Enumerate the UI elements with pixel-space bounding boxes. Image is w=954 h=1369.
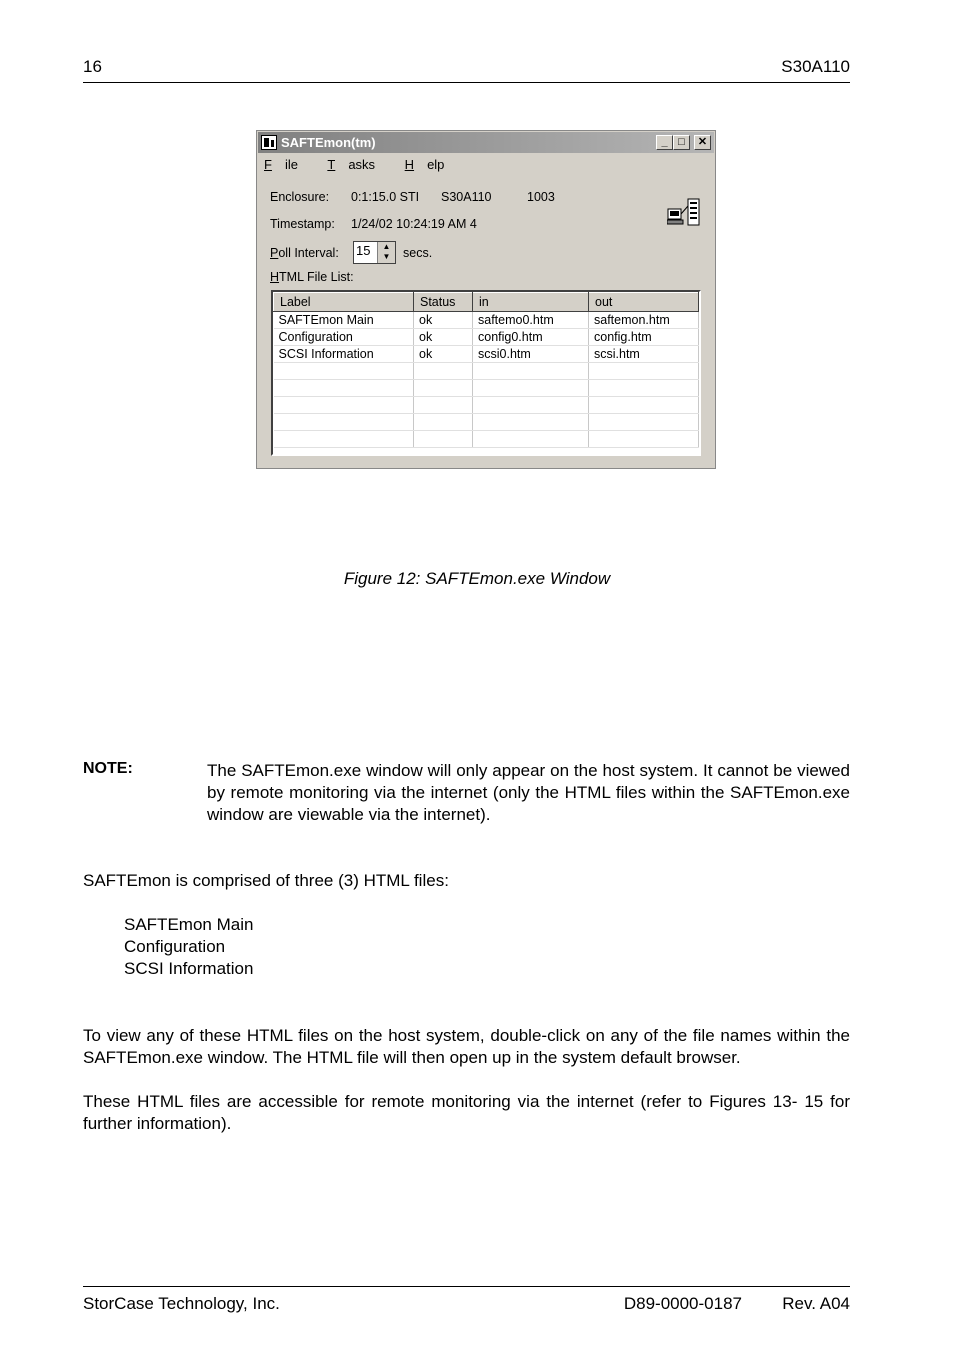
table-cell xyxy=(274,397,414,414)
timestamp-value: 1/24/02 10:24:19 AM 4 xyxy=(351,217,477,231)
table-row[interactable] xyxy=(274,329,699,346)
table-cell xyxy=(274,363,414,380)
window-title: SAFTEmon(tm) xyxy=(281,135,376,150)
footer-rule xyxy=(83,1286,850,1287)
app-icon xyxy=(261,135,277,150)
table-cell: ok xyxy=(414,329,473,346)
poll-interval-value: 15 xyxy=(356,243,371,258)
header-rule xyxy=(83,82,850,83)
note-text: The SAFTEmon.exe window will only appear on the host system. It cannot be viewed by remote monitoring via the internet (only the HTML files within the SAFTEmon.exe window are viewable via the internet). xyxy=(207,761,850,824)
table-cell xyxy=(414,414,473,431)
poll-interval-unit: secs. xyxy=(403,246,433,260)
table-cell: ok xyxy=(414,346,473,363)
empty-row xyxy=(274,380,699,397)
table-cell: config0.htm xyxy=(473,329,589,346)
empty-row xyxy=(274,363,699,380)
list-item: SCSI Information xyxy=(124,959,254,978)
table-cell xyxy=(473,431,589,448)
table-row[interactable] xyxy=(274,346,699,363)
table-row[interactable] xyxy=(274,312,699,329)
enclosure-rev: 1003 xyxy=(527,190,555,204)
table-cell xyxy=(414,397,473,414)
poll-interval-spinner[interactable] xyxy=(353,241,396,264)
table-cell xyxy=(589,414,699,431)
column-header[interactable]: Status xyxy=(414,293,473,312)
saftemon-window xyxy=(256,130,716,469)
maximize-button[interactable]: □ xyxy=(673,135,690,150)
table-cell xyxy=(589,431,699,448)
menu-tasks[interactable]: T asks xyxy=(327,157,376,172)
empty-row xyxy=(274,431,699,448)
enclosure-id: 0:1:15.0 STI xyxy=(351,190,420,204)
table-cell xyxy=(589,380,699,397)
note-label: NOTE: xyxy=(83,760,133,777)
enclosure-model: S30A110 xyxy=(441,190,492,204)
table-cell xyxy=(274,380,414,397)
table-cell: Configuration xyxy=(274,329,414,346)
table-cell: saftemo0.htm xyxy=(473,312,589,329)
table-cell xyxy=(473,414,589,431)
intro-paragraph: SAFTEmon is comprised of three (3) HTML files: xyxy=(83,871,449,890)
menu-bar xyxy=(264,157,470,172)
minimize-button[interactable]: _ xyxy=(656,135,673,150)
column-header[interactable]: in xyxy=(473,293,589,312)
table-cell xyxy=(589,363,699,380)
table-cell: scsi0.htm xyxy=(473,346,589,363)
column-header[interactable]: Label xyxy=(274,293,414,312)
page-number: 16 xyxy=(83,57,102,76)
table-cell: ok xyxy=(414,312,473,329)
table-cell: SCSI Information xyxy=(274,346,414,363)
table-cell xyxy=(473,380,589,397)
table-cell: saftemon.htm xyxy=(589,312,699,329)
poll-interval-label: Poll Interval: xyxy=(270,246,339,260)
html-file-list-label: HTML File List: xyxy=(270,270,354,284)
footer-doc-number: D89-0000-0187 xyxy=(623,1294,742,1313)
close-button[interactable]: ✕ xyxy=(694,135,711,150)
menu-help[interactable]: H elp xyxy=(404,157,445,172)
spin-up-icon[interactable]: ▲ xyxy=(382,242,391,251)
doc-code: S30A110 xyxy=(781,57,850,76)
file-list xyxy=(124,914,253,980)
enclosure-label: Enclosure: xyxy=(270,190,330,204)
paragraph-remote-monitoring: These HTML files are accessible for remote monitoring via the internet (refer to Figures 13- 15 for further information). xyxy=(83,1092,850,1133)
paragraph-view-instructions: To view any of these HTML files on the host system, double-click on any of the file names within the SAFTEmon.exe window. The HTML file will then open up in the system default browser. xyxy=(83,1026,850,1067)
empty-row xyxy=(274,414,699,431)
figure-caption: Figure 12: SAFTEmon.exe Window xyxy=(343,569,611,588)
table-cell: SAFTEmon Main xyxy=(274,312,414,329)
table-cell xyxy=(274,431,414,448)
column-header[interactable]: out xyxy=(589,293,699,312)
table-cell xyxy=(589,397,699,414)
footer-revision: Rev. A04 xyxy=(782,1294,850,1313)
table-cell xyxy=(473,397,589,414)
spin-down-icon[interactable]: ▼ xyxy=(382,252,391,261)
table-cell xyxy=(414,431,473,448)
table-cell: config.htm xyxy=(589,329,699,346)
title-bar xyxy=(258,132,714,153)
enclosure-icon xyxy=(667,197,701,227)
empty-row xyxy=(274,397,699,414)
table-cell xyxy=(473,363,589,380)
table-cell: scsi.htm xyxy=(589,346,699,363)
footer-company: StorCase Technology, Inc. xyxy=(83,1294,280,1313)
table-cell xyxy=(274,414,414,431)
table-cell xyxy=(414,363,473,380)
list-item: SAFTEmon Main xyxy=(124,915,254,934)
html-file-list[interactable] xyxy=(271,290,701,456)
list-item: Configuration xyxy=(124,937,226,956)
timestamp-label: Timestamp: xyxy=(270,217,335,231)
table-cell xyxy=(414,380,473,397)
menu-file[interactable]: F ile xyxy=(264,157,298,172)
